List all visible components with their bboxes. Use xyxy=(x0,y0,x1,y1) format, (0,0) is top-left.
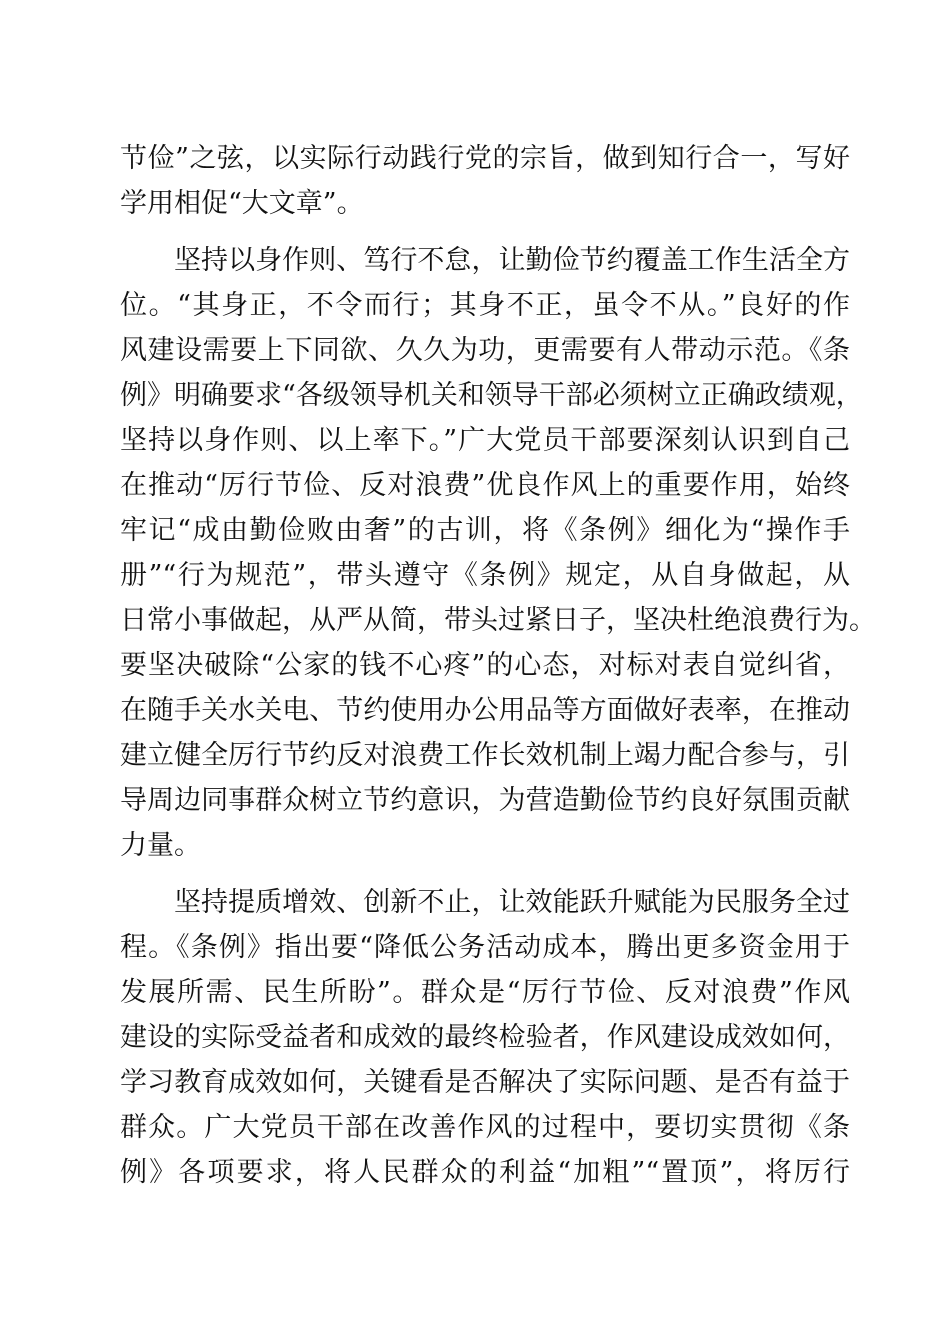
text-line: 节俭”之弦，以实际行动践行党的宗旨，做到知行合一，写好 xyxy=(120,143,850,174)
text-line: 例》明确要求“各级领导机关和领导干部必须树立正确政绩观， xyxy=(120,380,863,411)
text-line: 牢记“成由勤俭败由奢”的古训，将《条例》细化为“操作手 xyxy=(120,515,850,546)
text-line: 在随手关水关电、节约使用办公用品等方面做好表率，在推动 xyxy=(120,695,850,726)
text-line: 学用相促“大文章”。 xyxy=(120,188,364,219)
paragraph-gap xyxy=(120,868,850,880)
text-line: 坚持提质增效、创新不止，让效能跃升赋能为民服务全过 xyxy=(174,887,850,918)
text-line: 例》各项要求，将人民群众的利益“加粗”“置顶”，将厉行 xyxy=(120,1157,850,1188)
text-line: 发展所需、民生所盼”。群众是“厉行节俭、反对浪费”作风 xyxy=(120,977,850,1008)
text-line: 学习教育成效如何，关键看是否解决了实际问题、是否有益于 xyxy=(120,1067,850,1098)
text-line: 群众。广大党员干部在改善作风的过程中，要切实贯彻《条 xyxy=(120,1112,850,1143)
text-line: 程。《条例》指出要“降低公务活动成本，腾出更多资金用于 xyxy=(120,932,850,963)
paragraph-3 xyxy=(120,880,850,1195)
paragraph-gap xyxy=(120,226,850,238)
text-line: 建立健全厉行节约反对浪费工作长效机制上竭力配合参与，引 xyxy=(120,740,850,771)
text-line: 风建设需要上下同欲、久久为功，更需要有人带动示范。《条 xyxy=(120,335,850,366)
document-body xyxy=(120,136,876,1195)
text-line: 日常小事做起，从严从简，带头过紧日子，坚决杜绝浪费行为。 xyxy=(120,605,876,636)
text-line: 在推动“厉行节俭、反对浪费”优良作风上的重要作用，始终 xyxy=(120,470,850,501)
text-line: 坚持以身作则、以上率下。”广大党员干部要深刻认识到自己 xyxy=(120,425,850,456)
text-line: 位。“其身正，不令而行；其身不正，虽令不从。”良好的作 xyxy=(120,290,850,321)
text-line: 册”“行为规范”，带头遵守《条例》规定，从自身做起，从 xyxy=(120,560,850,591)
text-line: 导周边同事群众树立节约意识，为营造勤俭节约良好氛围贡献 xyxy=(120,785,850,816)
paragraph-1 xyxy=(120,136,850,226)
text-line: 要坚决破除“公家的钱不心疼”的心态，对标对表自觉纠省， xyxy=(120,650,850,681)
text-line: 坚持以身作则、笃行不怠，让勤俭节约覆盖工作生活全方 xyxy=(174,245,850,276)
text-line: 建设的实际受益者和成效的最终检验者，作风建设成效如何， xyxy=(120,1022,850,1053)
text-line: 力量。 xyxy=(120,830,201,861)
paragraph-2 xyxy=(120,238,876,868)
